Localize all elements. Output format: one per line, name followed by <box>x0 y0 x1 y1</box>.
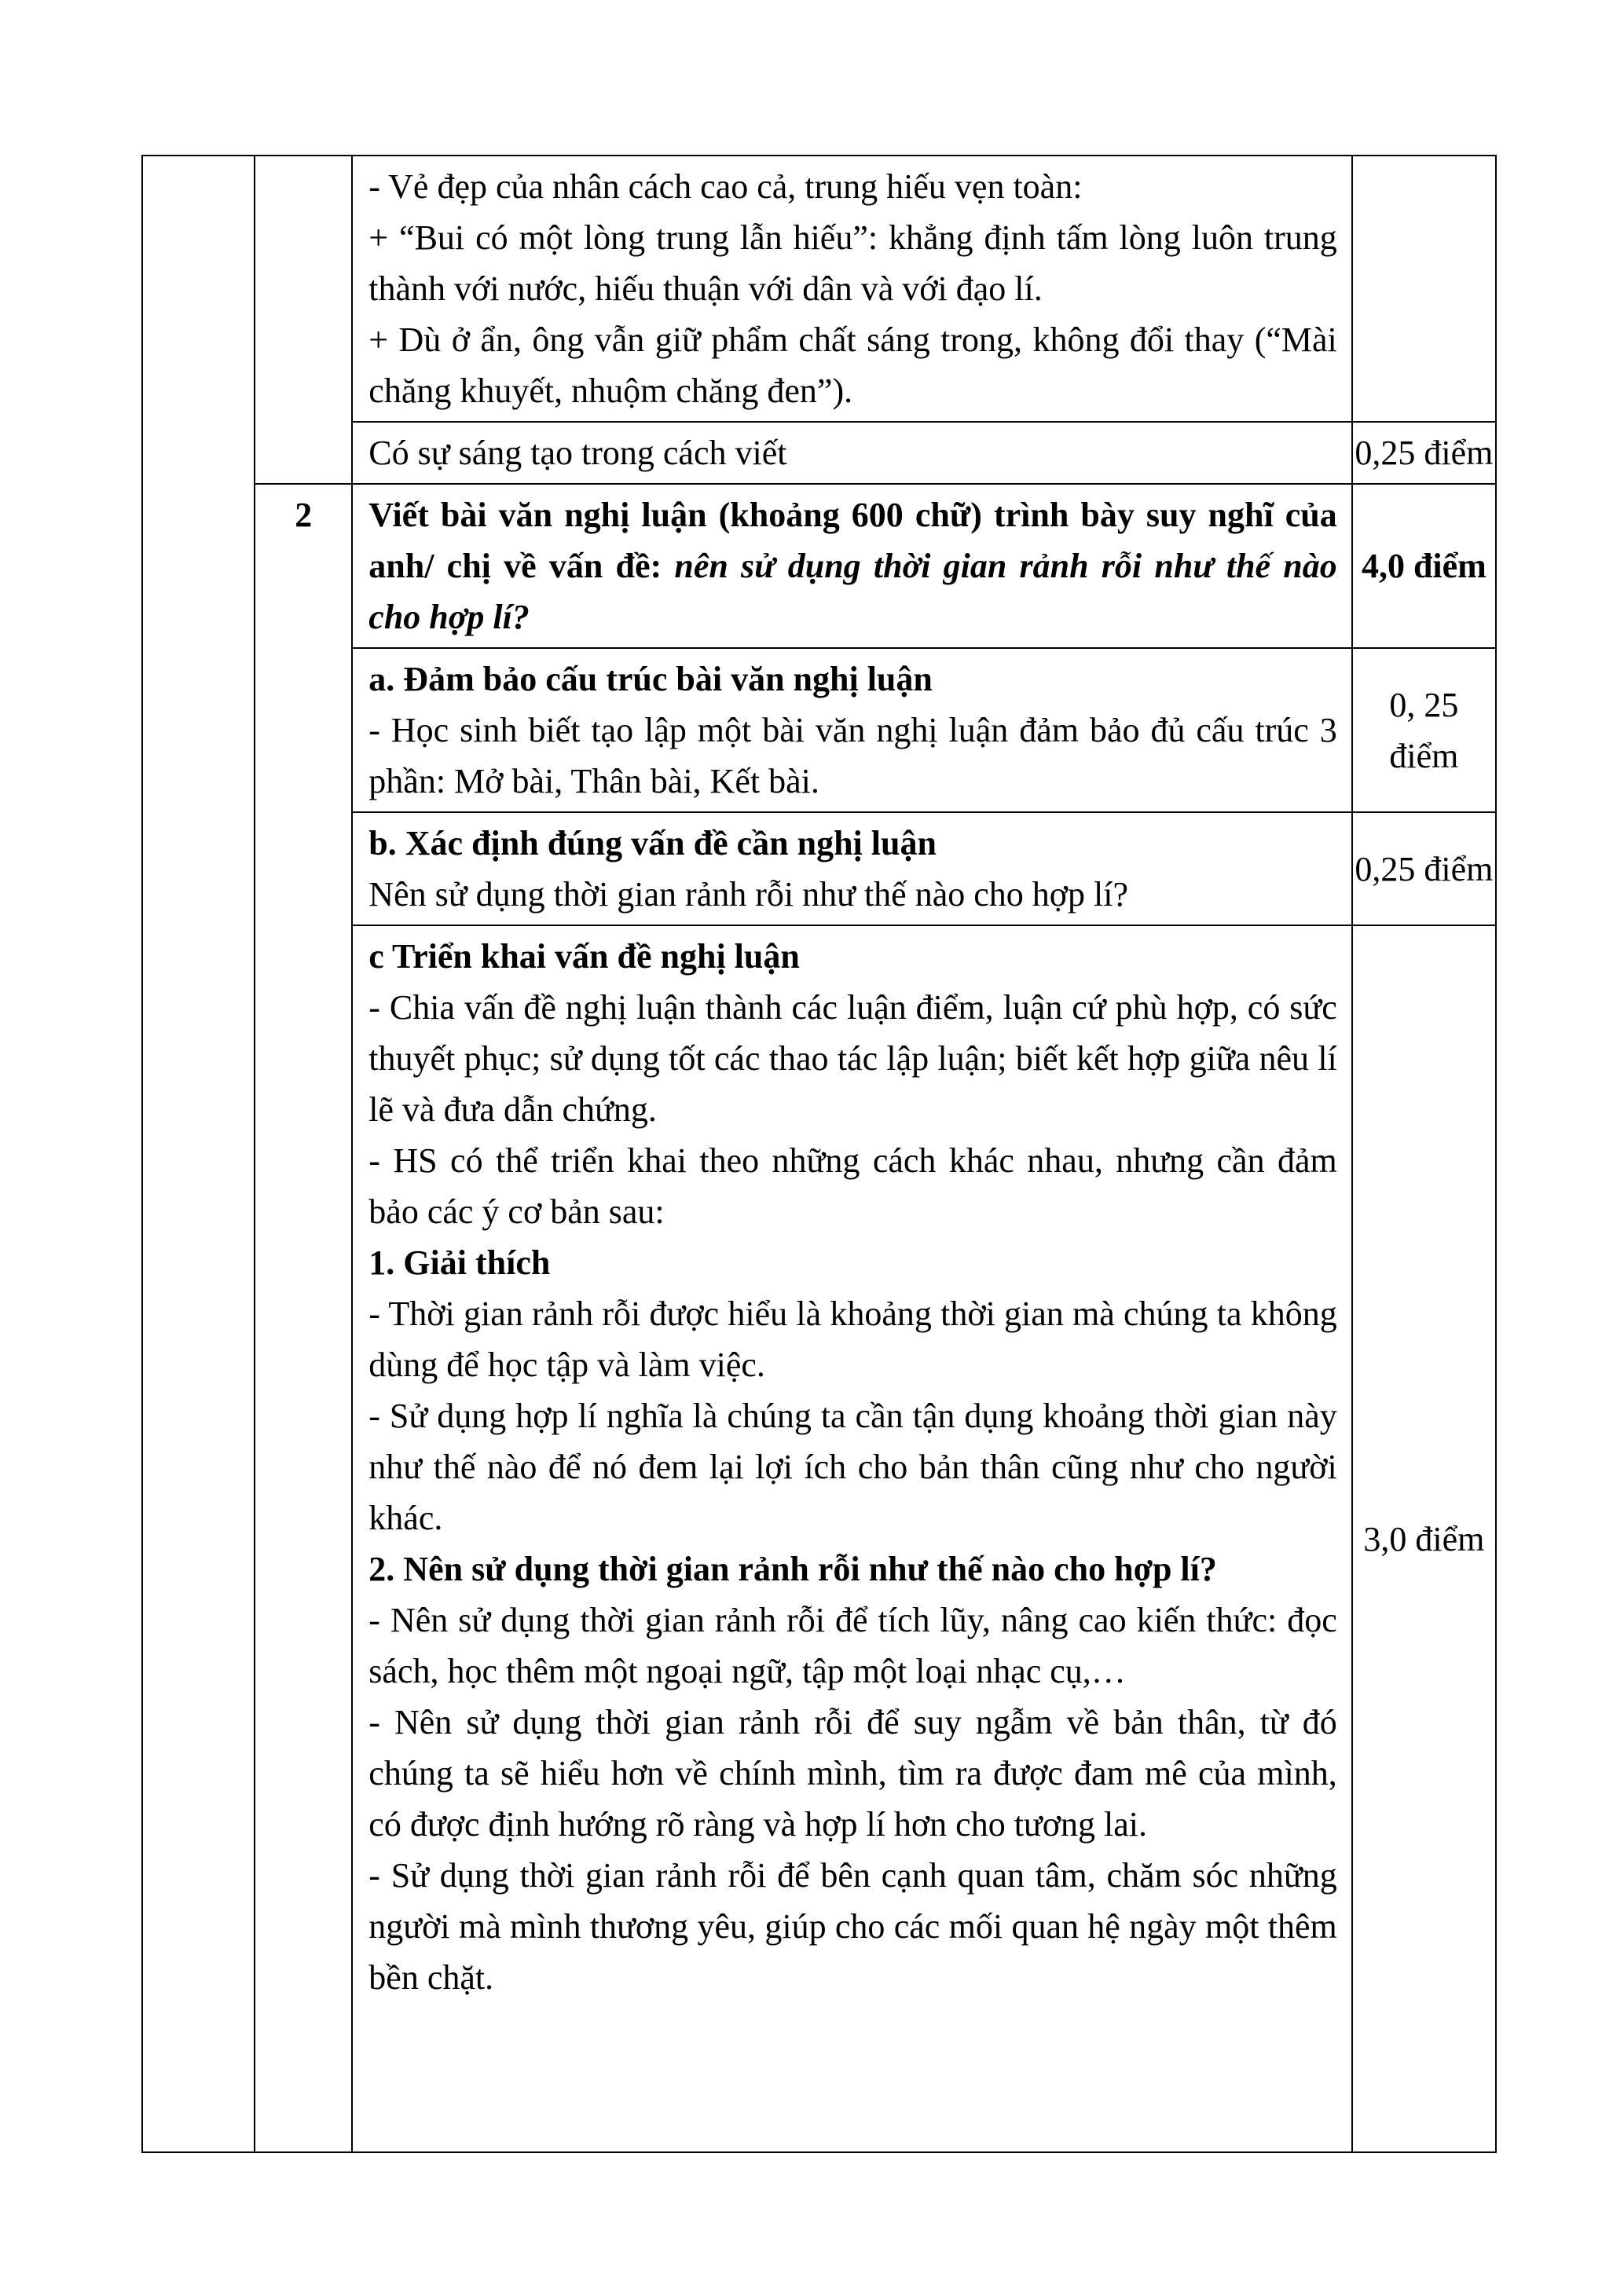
subheading: 2. Nên sử dụng thời gian rảnh rỗi như thế nào cho hợp lí? <box>368 1550 1217 1588</box>
content-line: - Vẻ đẹp của nhân cách cao cả, trung hiếu vẹn toàn: <box>368 167 1083 206</box>
criterion-heading: c Triển khai vấn đề nghị luận <box>368 937 800 976</box>
criterion-text: - Chia vấn đề nghị luận thành các luận điểm, luận cứ phù hợp, có sức thuyết phục; sử dụng tốt các thao tác lập luận; biết kết hợp giữa nêu lí lẽ và đưa dẫn chứng. <box>368 988 1337 1129</box>
prompt-bold: Viết bài văn nghị luận (khoảng 600 chữ) trình bày suy nghĩ của anh/ chị về vấn đề: <box>368 496 1337 585</box>
criterion-text: - Sử dụng hợp lí nghĩa là chúng ta cần tận dụng khoảng thời gian này như thế nào để nó đem lại lợi ích cho bản thân cũng như cho người khác. <box>368 1397 1337 1537</box>
grading-table <box>141 155 1497 2153</box>
question-number: 2 <box>255 484 352 2152</box>
score-cell: 0,25 điểm <box>1352 422 1496 484</box>
criterion-heading: b. Xác định đúng vấn đề cần nghị luận <box>368 824 937 862</box>
content-cell <box>352 925 1351 2152</box>
content-line: + Dù ở ẩn, ông vẫn giữ phẩm chất sáng trong, không đổi thay (“Mài chăng khuyết, nhuộm chăng đen”). <box>368 320 1337 410</box>
table-row <box>142 484 1496 648</box>
content-cell <box>352 648 1351 812</box>
score-cell: 4,0 điểm <box>1352 484 1496 648</box>
subheading: 1. Giải thích <box>368 1243 551 1282</box>
criterion-text: - Thời gian rảnh rỗi được hiểu là khoảng thời gian mà chúng ta không dùng để học tập và làm việc. <box>368 1294 1337 1384</box>
prompt-bold-italic: nên sử dụng thời gian rảnh rỗi như thế nào cho hợp lí? <box>368 547 1337 636</box>
content-text: Có sự sáng tạo trong cách viết <box>352 422 1351 484</box>
criterion-heading: a. Đảm bảo cấu trúc bài văn nghị luận <box>368 660 933 698</box>
score-cell: 0,25 điểm <box>1352 812 1496 925</box>
content-line: + “Bui có một lòng trung lẫn hiếu”: khẳng định tấm lòng luôn trung thành với nước, hiếu thuận với dân và với đạo lí. <box>368 218 1337 308</box>
score-cell <box>1352 156 1496 422</box>
criterion-text: - Sử dụng thời gian rảnh rỗi để bên cạnh quan tâm, chăm sóc những người mà mình thương yêu, giúp cho các mối quan hệ ngày một thêm bền chặt. <box>368 1856 1337 1997</box>
score-cell <box>1352 648 1496 812</box>
criterion-text: - Nên sử dụng thời gian rảnh rỗi để suy ngẫm về bản thân, từ đó chúng ta sẽ hiểu hơn về chính mình, tìm ra được đam mê của mình, có được định hướng rõ ràng và hợp lí hơn cho tương lai. <box>368 1703 1337 1844</box>
question-prompt <box>352 484 1351 648</box>
criterion-text: - Học sinh biết tạo lập một bài văn nghị luận đảm bảo đủ cấu trúc 3 phần: Mở bài, Thân bài, Kết bài. <box>368 711 1337 800</box>
content-cell <box>352 156 1351 422</box>
criterion-text: - HS có thể triển khai theo những cách khác nhau, nhưng cần đảm bảo các ý cơ bản sau: <box>368 1141 1337 1231</box>
criterion-text: - Nên sử dụng thời gian rảnh rỗi để tích lũy, nâng cao kiến thức: đọc sách, học thêm một ngoại ngữ, tập một loại nhạc cụ,… <box>368 1601 1337 1690</box>
table-row <box>142 156 1496 422</box>
number-cell <box>255 156 352 484</box>
score-cell: 3,0 điểm <box>1352 925 1496 2152</box>
score-line: 0, 25 <box>1389 685 1459 724</box>
criterion-text: Nên sử dụng thời gian rảnh rỗi như thế nào cho hợp lí? <box>368 875 1129 914</box>
score-line: điểm <box>1389 736 1459 775</box>
content-cell <box>352 812 1351 925</box>
section-cell <box>142 156 255 2152</box>
